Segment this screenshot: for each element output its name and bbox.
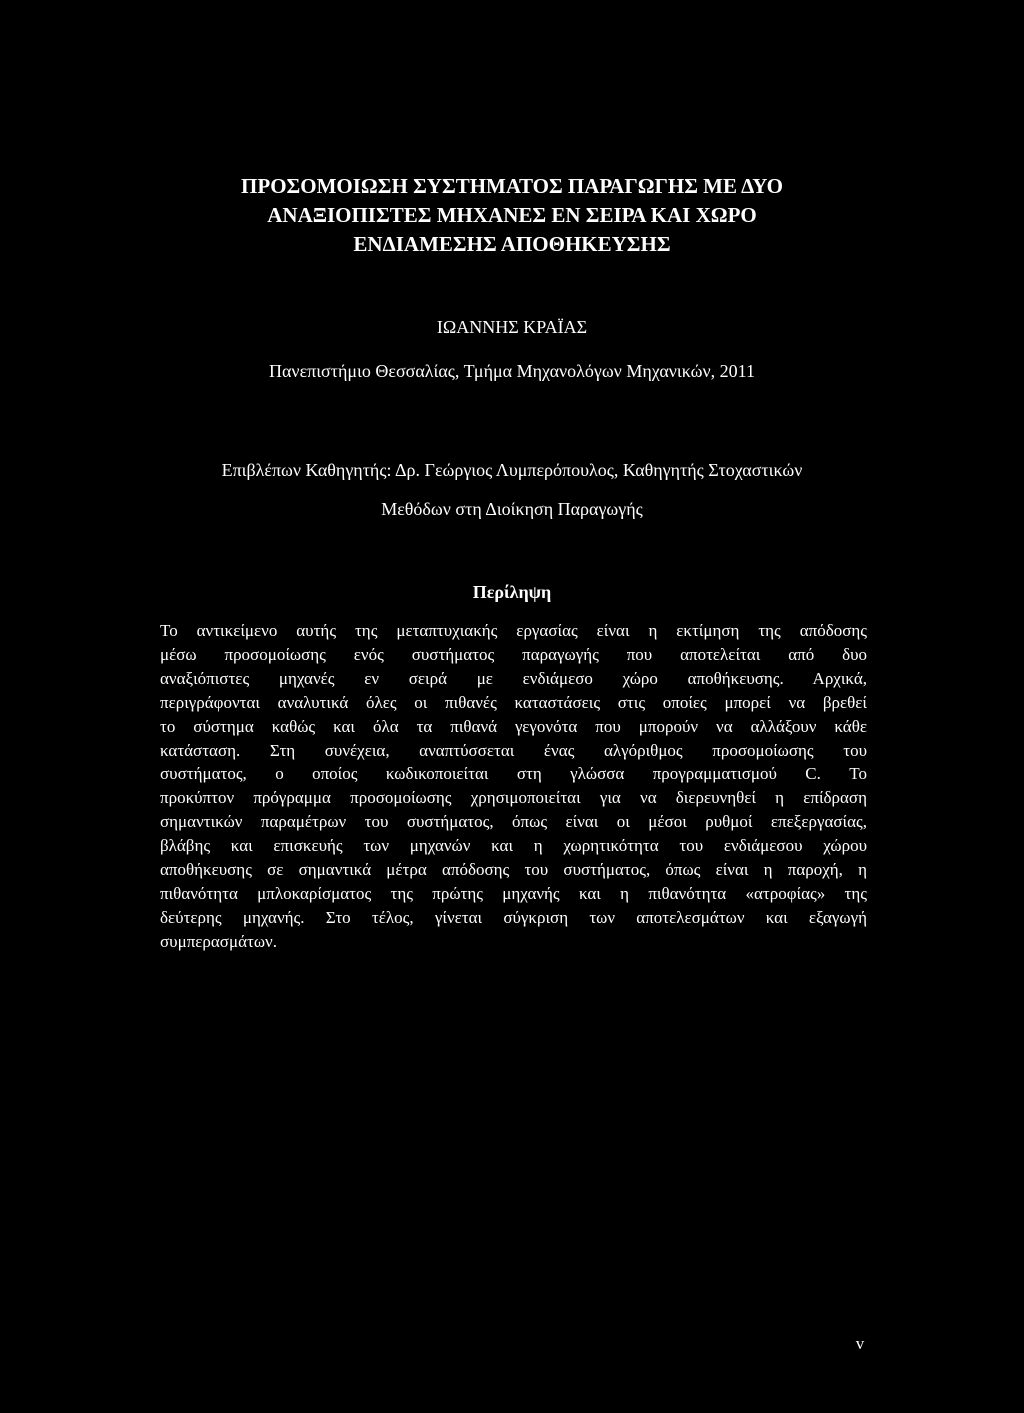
- supervisor-line: Επιβλέπων Καθηγητής: Δρ. Γεώργιος Λυμπερόπουλος, Καθηγητής Στοχαστικών: [221, 460, 803, 480]
- page-number: v: [855, 1334, 865, 1353]
- abstract-line: μέσω προσομοίωσης ενός συστήματος παραγωγής που αποτελείται από δυο: [160, 644, 867, 664]
- abstract-heading: Περίληψη: [472, 582, 552, 602]
- abstract-line: κατάσταση. Στη συνέχεια, αναπτύσσεται ένας αλγόριθμος προσομοίωσης του: [160, 740, 867, 760]
- abstract-line: συστήματος, ο οποίος κωδικοποιείται στη γλώσσα προγραμματισμού C. Το: [160, 764, 867, 784]
- abstract-line: σημαντικών παραμέτρων του συστήματος, όπως είναι οι μέσοι ρυθμοί επεξεργασίας,: [160, 812, 867, 832]
- abstract-line: το σύστημα καθώς και όλα τα πιθανά γεγονότα που μπορούν να αλλάξουν κάθε: [160, 716, 867, 736]
- abstract-line: Το αντικείμενο αυτής της μεταπτυχιακής εργασίας είναι η εκτίμηση της απόδοσης: [160, 621, 867, 640]
- abstract-line: περιγράφονται αναλυτικά όλες οι πιθανές καταστάσεις στις οποίες μπορεί να βρεθεί: [160, 692, 867, 712]
- abstract-line: βλάβης και επισκευής των μηχανών και η χωρητικότητα του ενδιάμεσου χώρου: [160, 836, 867, 856]
- title-line: ΑΝΑΞΙΟΠΙΣΤΕΣ ΜΗΧΑΝΕΣ ΕΝ ΣΕΙΡΑ ΚΑΙ ΧΩΡΟ: [267, 203, 757, 227]
- title-line: ΕΝΔΙΑΜΕΣΗΣ ΑΠΟΘΗΚΕΥΣΗΣ: [353, 232, 671, 256]
- abstract-line: προκύπτον πρόγραμμα προσομοίωσης χρησιμοποιείται για να διερευνηθεί η επίδραση: [160, 788, 867, 808]
- supervisor-line: Μεθόδων στη Διοίκηση Παραγωγής: [381, 499, 643, 519]
- document-title: [150, 172, 874, 259]
- supervisor: [150, 451, 874, 529]
- affiliation: Πανεπιστήμιο Θεσσαλίας, Τμήμα Μηχανολόγων Μηχανικών, 2011: [269, 361, 755, 381]
- author-name: ΙΩΑΝΝΗΣ ΚΡΑΪΑΣ: [436, 317, 588, 337]
- abstract-line: συμπερασμάτων.: [160, 931, 277, 951]
- abstract-line: αναξιόπιστες μηχανές εν σειρά με ενδιάμεσο χώρο αποθήκευσης. Αρχικά,: [160, 668, 867, 688]
- abstract-line: αποθήκευσης σε σημαντικά μέτρα απόδοσης του συστήματος, όπως είναι η παροχή, η: [160, 860, 867, 880]
- abstract-line: δεύτερης μηχανής. Στο τέλος, γίνεται σύγκριση των αποτελεσμάτων και εξαγωγή: [160, 907, 867, 927]
- title-line: ΠΡΟΣΟΜΟΙΩΣΗ ΣΥΣΤΗΜΑΤΟΣ ΠΑΡΑΓΩΓΗΣ ΜΕ ΔΥΟ: [241, 174, 783, 198]
- abstract-body: [160, 619, 867, 954]
- abstract-line: πιθανότητα μπλοκαρίσματος της πρώτης μηχανής και η πιθανότητα «ατροφίας» της: [160, 883, 867, 903]
